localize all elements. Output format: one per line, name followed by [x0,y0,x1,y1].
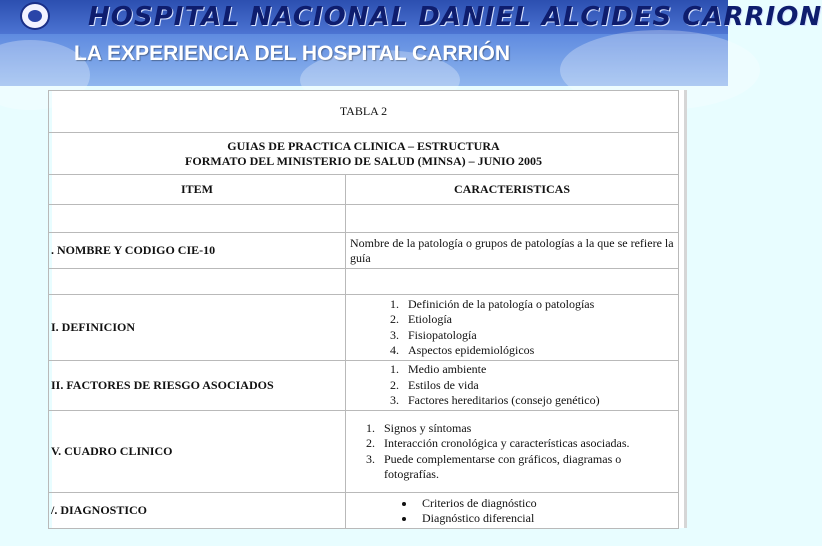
table-row-empty [49,205,679,233]
guidelines-table [48,90,679,529]
table-title: TABLA 2 [49,91,679,133]
table-subtitle [49,133,679,175]
row-characteristics [346,411,679,493]
numbered-list [350,362,674,409]
header-caracteristicas: CARACTERISTICAS [346,175,679,205]
row-characteristics [346,361,679,411]
table-cell-empty [49,205,346,233]
table-subtitle-line2: FORMATO DEL MINISTERIO DE SALUD (MINSA) – JUNIO 2005 [185,153,542,168]
table-subtitle-row [49,133,679,175]
list-item: • Diagnóstico diferencial [416,511,674,526]
table-cell-empty [346,205,679,233]
table-header-row [49,175,679,205]
numbered-list [350,421,674,483]
list-item: 2. Interacción cronológica y características asociadas. [378,436,674,452]
hospital-logo-icon [20,2,50,30]
row-characteristics [346,493,679,529]
list-item: 1. Medio ambiente [402,362,674,378]
bullet-list [350,496,674,526]
numbered-list [350,297,674,359]
row-item: /. DIAGNOSTICO [49,493,346,529]
table-row [49,361,679,411]
row-item: V. CUADRO CLINICO [49,411,346,493]
table-cell-empty [346,269,679,295]
row-item: II. FACTORES DE RIESGO ASOCIADOS [49,361,346,411]
table-title-row [49,91,679,133]
row-item: I. DEFINICION [49,295,346,361]
list-item: • Criterios de diagnóstico [416,496,674,511]
table-subtitle-line1: GUIAS DE PRACTICA CLINICA – ESTRUCTURA [227,138,500,153]
table-row [49,493,679,529]
table-row-empty [49,269,679,295]
slide-title: LA EXPERIENCIA DEL HOSPITAL CARRIÓN [74,42,510,65]
document-sheet [52,90,684,528]
list-item: 3. Factores hereditarios (consejo genético) [402,393,674,409]
table-cell-empty [49,269,346,295]
header-item: ITEM [49,175,346,205]
list-item: 3. Puede complementarse con gráficos, diagramas o fotografías. [378,452,674,483]
table-row [49,295,679,361]
hospital-name: HOSPITAL NACIONAL DANIEL ALCIDES CARRION [88,2,822,32]
row-characteristics: Nombre de la patología o grupos de patologías a la que se refiere la guía [346,233,679,269]
table-row [49,233,679,269]
table-row [49,411,679,493]
list-item: 2. Estilos de vida [402,378,674,394]
list-item: 4. Aspectos epidemiológicos [402,343,674,359]
list-item: 3. Fisiopatología [402,328,674,344]
list-item: 2. Etiología [402,312,674,328]
header-banner [0,0,822,86]
list-item: 1. Definición de la patología o patologías [402,297,674,313]
sheet-edge [684,90,687,528]
row-item: . NOMBRE Y CODIGO CIE-10 [49,233,346,269]
row-characteristics [346,295,679,361]
list-item: 1. Signos y síntomas [378,421,674,437]
